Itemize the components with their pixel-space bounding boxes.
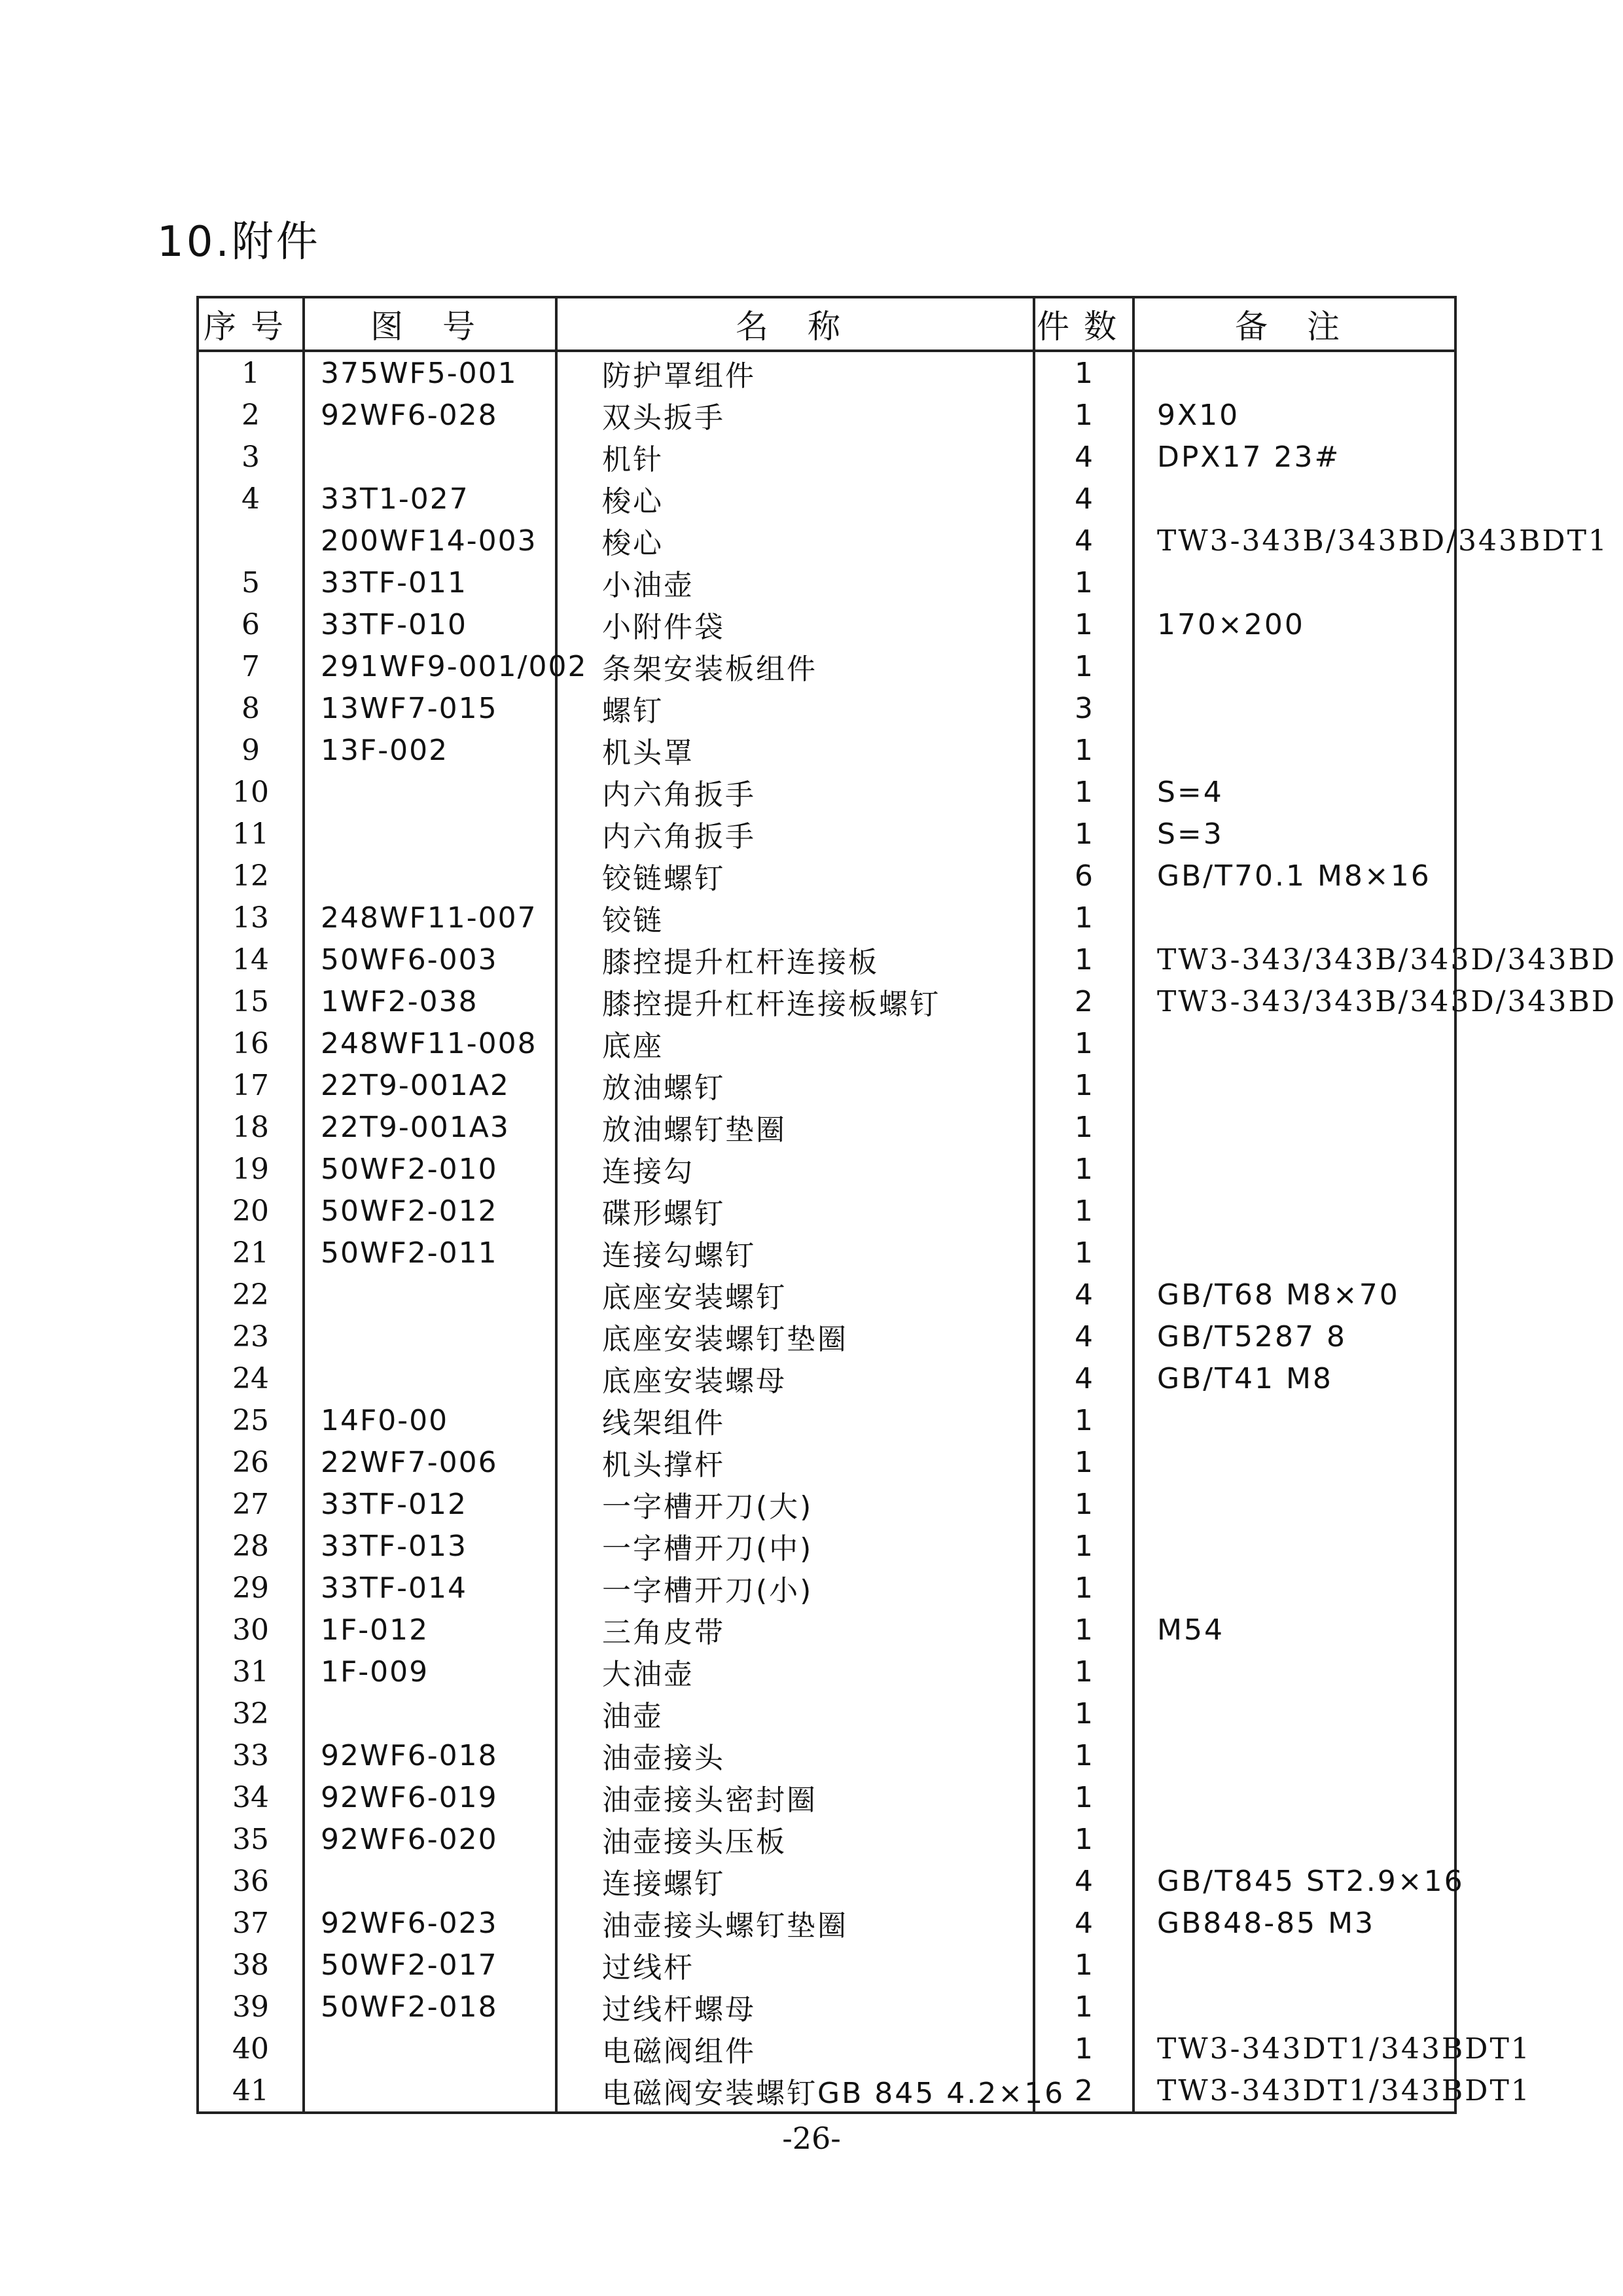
cell-quantity: 1 bbox=[1034, 813, 1133, 855]
cell-remarks: TW3-343B/343BD/343BDT1 bbox=[1133, 520, 1455, 562]
cell-name: 底座安装螺母 bbox=[556, 1357, 1034, 1399]
table-row bbox=[198, 855, 1455, 897]
cell-remarks: S=4 bbox=[1133, 771, 1455, 813]
cell-remarks bbox=[1133, 1734, 1455, 1776]
cell-remarks bbox=[1133, 1818, 1455, 1860]
cell-name: 过线杆螺母 bbox=[556, 1986, 1034, 2028]
cell-seq: 28 bbox=[198, 1525, 304, 1567]
table-row bbox=[198, 1776, 1455, 1818]
cell-quantity: 1 bbox=[1034, 1483, 1133, 1525]
header-name: 名 称 bbox=[556, 297, 1034, 351]
cell-quantity: 1 bbox=[1034, 1064, 1133, 1106]
cell-figure-number: 248WF11-007 bbox=[304, 897, 556, 939]
table-row bbox=[198, 1609, 1455, 1651]
cell-name: 电磁阀组件 bbox=[556, 2028, 1034, 2070]
filler-cell bbox=[556, 2111, 1034, 2113]
cell-figure-number bbox=[304, 813, 556, 855]
cell-remarks bbox=[1133, 1190, 1455, 1232]
cell-remarks: GB/T41 M8 bbox=[1133, 1357, 1455, 1399]
cell-figure-number bbox=[304, 1316, 556, 1357]
cell-quantity: 4 bbox=[1034, 478, 1133, 520]
cell-seq: 13 bbox=[198, 897, 304, 939]
cell-seq: 6 bbox=[198, 603, 304, 645]
cell-seq: 31 bbox=[198, 1651, 304, 1693]
cell-remarks: TW3-343DT1/343BDT1 bbox=[1133, 2028, 1455, 2070]
cell-figure-number bbox=[304, 855, 556, 897]
cell-remarks bbox=[1133, 1567, 1455, 1609]
cell-name: 油壶接头压板 bbox=[556, 1818, 1034, 1860]
cell-figure-number: 33TF-010 bbox=[304, 603, 556, 645]
cell-seq: 9 bbox=[198, 729, 304, 771]
cell-figure-number bbox=[304, 2028, 556, 2070]
table-row bbox=[198, 2028, 1455, 2070]
cell-remarks: 9X10 bbox=[1133, 394, 1455, 436]
cell-seq: 38 bbox=[198, 1944, 304, 1986]
cell-name: 放油螺钉 bbox=[556, 1064, 1034, 1106]
cell-name: 碟形螺钉 bbox=[556, 1190, 1034, 1232]
cell-seq: 40 bbox=[198, 2028, 304, 2070]
cell-seq: 37 bbox=[198, 1902, 304, 1944]
table-row bbox=[198, 897, 1455, 939]
cell-figure-number bbox=[304, 1693, 556, 1734]
cell-figure-number: 92WF6-023 bbox=[304, 1902, 556, 1944]
cell-remarks: GB848-85 M3 bbox=[1133, 1902, 1455, 1944]
cell-remarks: TW3-343DT1/343BDT1 bbox=[1133, 2070, 1455, 2111]
cell-quantity: 1 bbox=[1034, 939, 1133, 980]
table-row bbox=[198, 980, 1455, 1022]
table-row bbox=[198, 813, 1455, 855]
table-row bbox=[198, 1232, 1455, 1274]
cell-figure-number: 92WF6-020 bbox=[304, 1818, 556, 1860]
table-row bbox=[198, 1902, 1455, 1944]
table-row bbox=[198, 729, 1455, 771]
cell-seq: 15 bbox=[198, 980, 304, 1022]
cell-seq: 36 bbox=[198, 1860, 304, 1902]
cell-seq: 12 bbox=[198, 855, 304, 897]
cell-quantity: 1 bbox=[1034, 603, 1133, 645]
cell-figure-number: 22T9-001A3 bbox=[304, 1106, 556, 1148]
cell-name: 条架安装板组件 bbox=[556, 645, 1034, 687]
header-quantity: 件数 bbox=[1034, 297, 1133, 351]
cell-name: 防护罩组件 bbox=[556, 351, 1034, 394]
cell-figure-number: 50WF2-012 bbox=[304, 1190, 556, 1232]
filler-cell bbox=[304, 2111, 556, 2113]
cell-figure-number: 1WF2-038 bbox=[304, 980, 556, 1022]
cell-quantity: 2 bbox=[1034, 2070, 1133, 2111]
cell-name: 油壶接头 bbox=[556, 1734, 1034, 1776]
table-row bbox=[198, 478, 1455, 520]
table-row bbox=[198, 520, 1455, 562]
cell-seq: 29 bbox=[198, 1567, 304, 1609]
cell-quantity: 4 bbox=[1034, 436, 1133, 478]
cell-remarks: M54 bbox=[1133, 1609, 1455, 1651]
cell-seq: 2 bbox=[198, 394, 304, 436]
cell-quantity: 1 bbox=[1034, 1567, 1133, 1609]
cell-remarks bbox=[1133, 478, 1455, 520]
cell-quantity: 1 bbox=[1034, 1106, 1133, 1148]
cell-seq: 26 bbox=[198, 1441, 304, 1483]
cell-remarks bbox=[1133, 562, 1455, 603]
table-row bbox=[198, 1022, 1455, 1064]
cell-figure-number: 33TF-011 bbox=[304, 562, 556, 603]
cell-quantity: 4 bbox=[1034, 1902, 1133, 1944]
cell-figure-number: 33TF-012 bbox=[304, 1483, 556, 1525]
filler-cell bbox=[1034, 2111, 1133, 2113]
cell-figure-number: 22T9-001A2 bbox=[304, 1064, 556, 1106]
cell-name: 底座安装螺钉垫圈 bbox=[556, 1316, 1034, 1357]
table-row bbox=[198, 1357, 1455, 1399]
cell-seq: 23 bbox=[198, 1316, 304, 1357]
cell-remarks bbox=[1133, 1232, 1455, 1274]
cell-name: 梭心 bbox=[556, 520, 1034, 562]
cell-figure-number bbox=[304, 1860, 556, 1902]
cell-name: 过线杆 bbox=[556, 1944, 1034, 1986]
cell-remarks: GB/T70.1 M8×16 bbox=[1133, 855, 1455, 897]
cell-seq: 35 bbox=[198, 1818, 304, 1860]
parts-table bbox=[196, 296, 1617, 2114]
cell-seq: 19 bbox=[198, 1148, 304, 1190]
cell-figure-number: 13F-002 bbox=[304, 729, 556, 771]
header-remarks: 备 注 bbox=[1133, 297, 1455, 351]
cell-figure-number: 291WF9-001/002 bbox=[304, 645, 556, 687]
cell-seq: 16 bbox=[198, 1022, 304, 1064]
cell-quantity: 1 bbox=[1034, 1022, 1133, 1064]
cell-remarks bbox=[1133, 645, 1455, 687]
parts-table-body bbox=[198, 351, 1617, 2113]
cell-remarks bbox=[1133, 687, 1455, 729]
table-row bbox=[198, 1399, 1455, 1441]
table-row bbox=[198, 562, 1455, 603]
cell-name: 膝控提升杠杆连接板 bbox=[556, 939, 1034, 980]
cell-remarks: S=3 bbox=[1133, 813, 1455, 855]
cell-figure-number: 200WF14-003 bbox=[304, 520, 556, 562]
cell-name: 连接勾 bbox=[556, 1148, 1034, 1190]
cell-quantity: 1 bbox=[1034, 1693, 1133, 1734]
cell-figure-number bbox=[304, 1274, 556, 1316]
cell-name: 内六角扳手 bbox=[556, 813, 1034, 855]
cell-quantity: 1 bbox=[1034, 1776, 1133, 1818]
table-filler-row bbox=[198, 2111, 1455, 2113]
cell-quantity: 1 bbox=[1034, 1441, 1133, 1483]
cell-figure-number bbox=[304, 1357, 556, 1399]
cell-seq: 4 bbox=[198, 478, 304, 520]
cell-remarks bbox=[1133, 1022, 1455, 1064]
cell-quantity: 1 bbox=[1034, 1818, 1133, 1860]
cell-name: 一字槽开刀(中) bbox=[556, 1525, 1034, 1567]
cell-figure-number bbox=[304, 2070, 556, 2111]
table-row bbox=[198, 351, 1455, 394]
cell-seq: 21 bbox=[198, 1232, 304, 1274]
cell-remarks bbox=[1133, 729, 1455, 771]
cell-figure-number: 13WF7-015 bbox=[304, 687, 556, 729]
cell-remarks: TW3-343/343B/343D/343BD bbox=[1133, 939, 1455, 980]
cell-figure-number: 14F0-00 bbox=[304, 1399, 556, 1441]
cell-quantity: 6 bbox=[1034, 855, 1133, 897]
cell-seq: 18 bbox=[198, 1106, 304, 1148]
cell-remarks bbox=[1133, 351, 1455, 394]
cell-quantity: 4 bbox=[1034, 1860, 1133, 1902]
cell-figure-number: 375WF5-001 bbox=[304, 351, 556, 394]
cell-quantity: 1 bbox=[1034, 351, 1133, 394]
cell-figure-number: 248WF11-008 bbox=[304, 1022, 556, 1064]
filler-cell bbox=[1133, 2111, 1455, 2113]
cell-quantity: 1 bbox=[1034, 562, 1133, 603]
cell-remarks bbox=[1133, 1944, 1455, 1986]
cell-seq bbox=[198, 520, 304, 562]
cell-remarks bbox=[1133, 1399, 1455, 1441]
cell-seq: 30 bbox=[198, 1609, 304, 1651]
cell-seq: 14 bbox=[198, 939, 304, 980]
table-row bbox=[198, 436, 1455, 478]
table-row bbox=[198, 1944, 1455, 1986]
table-row bbox=[198, 1483, 1455, 1525]
cell-figure-number: 92WF6-019 bbox=[304, 1776, 556, 1818]
cell-remarks: GB/T5287 8 bbox=[1133, 1316, 1455, 1357]
cell-name: 膝控提升杠杆连接板螺钉 bbox=[556, 980, 1034, 1022]
cell-quantity: 1 bbox=[1034, 1986, 1133, 2028]
cell-name: 底座 bbox=[556, 1022, 1034, 1064]
table-row bbox=[198, 939, 1455, 980]
cell-quantity: 4 bbox=[1034, 1316, 1133, 1357]
cell-remarks: 170×200 bbox=[1133, 603, 1455, 645]
cell-seq: 20 bbox=[198, 1190, 304, 1232]
cell-name: 大油壶 bbox=[556, 1651, 1034, 1693]
table-row bbox=[198, 1316, 1455, 1357]
cell-remarks bbox=[1133, 1106, 1455, 1148]
cell-quantity: 2 bbox=[1034, 980, 1133, 1022]
cell-name: 小油壶 bbox=[556, 562, 1034, 603]
cell-quantity: 1 bbox=[1034, 1609, 1133, 1651]
cell-name: 铰链 bbox=[556, 897, 1034, 939]
cell-seq: 8 bbox=[198, 687, 304, 729]
cell-figure-number: 92WF6-028 bbox=[304, 394, 556, 436]
table-row bbox=[198, 603, 1455, 645]
cell-seq: 5 bbox=[198, 562, 304, 603]
cell-figure-number bbox=[304, 436, 556, 478]
cell-seq: 24 bbox=[198, 1357, 304, 1399]
table-row bbox=[198, 1651, 1455, 1693]
cell-name: 双头扳手 bbox=[556, 394, 1034, 436]
cell-quantity: 1 bbox=[1034, 1525, 1133, 1567]
cell-remarks: TW3-343/343B/343D/343BD bbox=[1133, 980, 1455, 1022]
cell-remarks bbox=[1133, 1064, 1455, 1106]
cell-name: 电磁阀安装螺钉GB 845 4.2×16 bbox=[556, 2070, 1034, 2111]
cell-quantity: 1 bbox=[1034, 1148, 1133, 1190]
cell-name: 油壶接头螺钉垫圈 bbox=[556, 1902, 1034, 1944]
cell-quantity: 1 bbox=[1034, 897, 1133, 939]
cell-seq: 27 bbox=[198, 1483, 304, 1525]
cell-name: 机针 bbox=[556, 436, 1034, 478]
cell-seq: 1 bbox=[198, 351, 304, 394]
cell-name: 铰链螺钉 bbox=[556, 855, 1034, 897]
cell-name: 连接勾螺钉 bbox=[556, 1232, 1034, 1274]
cell-name: 底座安装螺钉 bbox=[556, 1274, 1034, 1316]
cell-remarks bbox=[1133, 897, 1455, 939]
section-title: 10.附件 bbox=[157, 218, 321, 266]
table-row bbox=[198, 1693, 1455, 1734]
cell-quantity: 4 bbox=[1034, 1274, 1133, 1316]
table-row bbox=[198, 1274, 1455, 1316]
cell-figure-number: 22WF7-006 bbox=[304, 1441, 556, 1483]
cell-name: 小附件袋 bbox=[556, 603, 1034, 645]
table-row bbox=[198, 1818, 1455, 1860]
cell-seq: 7 bbox=[198, 645, 304, 687]
cell-figure-number: 50WF2-017 bbox=[304, 1944, 556, 1986]
cell-figure-number: 50WF2-018 bbox=[304, 1986, 556, 2028]
cell-seq: 41 bbox=[198, 2070, 304, 2111]
filler-cell bbox=[198, 2111, 304, 2113]
cell-name: 梭心 bbox=[556, 478, 1034, 520]
cell-name: 连接螺钉 bbox=[556, 1860, 1034, 1902]
cell-seq: 22 bbox=[198, 1274, 304, 1316]
table-row bbox=[198, 1064, 1455, 1106]
cell-quantity: 4 bbox=[1034, 1357, 1133, 1399]
table-header-row bbox=[198, 297, 1455, 351]
page-number: -26- bbox=[782, 2121, 841, 2156]
table-row bbox=[198, 394, 1455, 436]
cell-name: 三角皮带 bbox=[556, 1609, 1034, 1651]
cell-name: 线架组件 bbox=[556, 1399, 1034, 1441]
cell-remarks: DPX17 23# bbox=[1133, 436, 1455, 478]
cell-quantity: 1 bbox=[1034, 1399, 1133, 1441]
cell-remarks: GB/T845 ST2.9×16 bbox=[1133, 1860, 1455, 1902]
cell-figure-number: 1F-009 bbox=[304, 1651, 556, 1693]
cell-figure-number: 50WF6-003 bbox=[304, 939, 556, 980]
table-row bbox=[198, 1148, 1455, 1190]
cell-quantity: 1 bbox=[1034, 645, 1133, 687]
table-row bbox=[198, 1525, 1455, 1567]
cell-figure-number: 92WF6-018 bbox=[304, 1734, 556, 1776]
cell-figure-number: 50WF2-010 bbox=[304, 1148, 556, 1190]
cell-quantity: 1 bbox=[1034, 394, 1133, 436]
cell-seq: 10 bbox=[198, 771, 304, 813]
cell-quantity: 1 bbox=[1034, 1190, 1133, 1232]
cell-quantity: 1 bbox=[1034, 771, 1133, 813]
header-figure-number: 图 号 bbox=[304, 297, 556, 351]
cell-seq: 17 bbox=[198, 1064, 304, 1106]
cell-quantity: 4 bbox=[1034, 520, 1133, 562]
cell-figure-number: 33T1-027 bbox=[304, 478, 556, 520]
table-row bbox=[198, 2070, 1455, 2111]
table-row bbox=[198, 1441, 1455, 1483]
cell-figure-number: 50WF2-011 bbox=[304, 1232, 556, 1274]
table-row bbox=[198, 645, 1455, 687]
header-seq: 序号 bbox=[198, 297, 304, 351]
cell-name: 机头罩 bbox=[556, 729, 1034, 771]
table-row bbox=[198, 687, 1455, 729]
cell-remarks bbox=[1133, 1525, 1455, 1567]
cell-remarks: GB/T68 M8×70 bbox=[1133, 1274, 1455, 1316]
table-row bbox=[198, 1986, 1455, 2028]
cell-name: 一字槽开刀(大) bbox=[556, 1483, 1034, 1525]
cell-quantity: 1 bbox=[1034, 1944, 1133, 1986]
cell-remarks bbox=[1133, 1483, 1455, 1525]
cell-quantity: 1 bbox=[1034, 729, 1133, 771]
cell-remarks bbox=[1133, 1693, 1455, 1734]
cell-remarks bbox=[1133, 1776, 1455, 1818]
cell-name: 机头撑杆 bbox=[556, 1441, 1034, 1483]
cell-name: 油壶 bbox=[556, 1693, 1034, 1734]
cell-seq: 32 bbox=[198, 1693, 304, 1734]
table-row bbox=[198, 1567, 1455, 1609]
cell-name: 内六角扳手 bbox=[556, 771, 1034, 813]
cell-quantity: 3 bbox=[1034, 687, 1133, 729]
cell-figure-number: 33TF-014 bbox=[304, 1567, 556, 1609]
cell-quantity: 1 bbox=[1034, 2028, 1133, 2070]
cell-remarks bbox=[1133, 1441, 1455, 1483]
cell-remarks bbox=[1133, 1148, 1455, 1190]
cell-figure-number: 33TF-013 bbox=[304, 1525, 556, 1567]
cell-quantity: 1 bbox=[1034, 1651, 1133, 1693]
cell-name: 螺钉 bbox=[556, 687, 1034, 729]
cell-seq: 33 bbox=[198, 1734, 304, 1776]
cell-remarks bbox=[1133, 1651, 1455, 1693]
table-row bbox=[198, 771, 1455, 813]
cell-seq: 3 bbox=[198, 436, 304, 478]
table-row bbox=[198, 1860, 1455, 1902]
cell-name: 放油螺钉垫圈 bbox=[556, 1106, 1034, 1148]
cell-remarks bbox=[1133, 1986, 1455, 2028]
cell-seq: 34 bbox=[198, 1776, 304, 1818]
table-row bbox=[198, 1190, 1455, 1232]
table-row bbox=[198, 1106, 1455, 1148]
cell-figure-number: 1F-012 bbox=[304, 1609, 556, 1651]
cell-seq: 25 bbox=[198, 1399, 304, 1441]
cell-quantity: 1 bbox=[1034, 1232, 1133, 1274]
cell-name: 油壶接头密封圈 bbox=[556, 1776, 1034, 1818]
cell-name: 一字槽开刀(小) bbox=[556, 1567, 1034, 1609]
cell-seq: 11 bbox=[198, 813, 304, 855]
cell-quantity: 1 bbox=[1034, 1734, 1133, 1776]
table-row bbox=[198, 1734, 1455, 1776]
cell-seq: 39 bbox=[198, 1986, 304, 2028]
cell-figure-number bbox=[304, 771, 556, 813]
